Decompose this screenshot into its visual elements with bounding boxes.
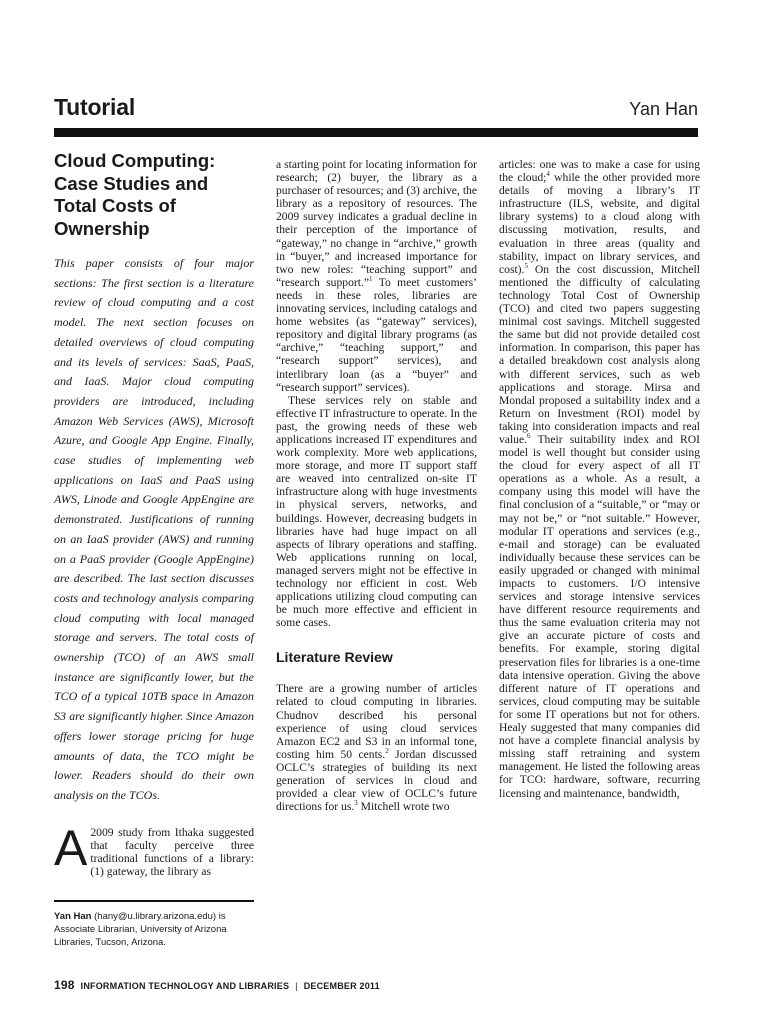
abstract: This paper consists of four major sections: The first section is a literature review of cloud computing and a cost model. The next section focuses on detailed overviews of cloud computing and its levels of services: SaaS, PaaS, and IaaS. Major cloud computing providers are introduced, including Amazon Web Services (AWS), Microsoft Azure, and Google App Engine. Finally, case studies of implementing web applications on IaaS and PaaS using AWS, Linode and Google AppEngine are demonstrated. Justifications of running on an IaaS provider (AWS) and running on a PaaS provider (Google AppEngine) are described. The last section discusses costs and technology analysis comparing cloud computing with local managed storage and servers. The total costs of ownership (TCO) of an AWS small instance are significantly lower, but the TCO of a typical 10TB space in Amazon S3 are significantly higher. Since Amazon offers lower storage pricing for huge amounts of data, the TCO might be lower. Readers should do their own analysis on the TCOs. <box>54 256 254 802</box>
paragraph: These services rely on stable and effective IT infrastructure to operate. In the past, the growing needs of these web applications increased IT expenditures and work complexity. More web applications, more storage, and more IT support staff are weaved into centralized on-site IT infrastructure along with huge investments in physical servers, networks, and buildings. However, decreasing budgets in libraries have had huge impact on all aspects of library operations and staffing. Web applications running on local, managed servers might not be effective in technology nor efficient in cost. Web applications utilizing cloud computing can be much more effective and efficient in some cases. <box>276 393 477 630</box>
journal-name: INFORMATION TECHNOLOGY AND LIBRARIES <box>80 981 290 991</box>
paragraph-text: articles: one was to make a case for using the cloud; <box>499 158 700 185</box>
footnote-ref: 4 <box>546 170 550 179</box>
footer-separator: | <box>295 981 298 991</box>
page-footer <box>54 978 380 992</box>
footnote-ref: 6 <box>527 432 531 441</box>
footnote-text: (hany@u.library.arizona.edu) is Associate Librarian, University of Arizona Libraries, Tucson, Arizona. <box>54 911 227 948</box>
intro-paragraph <box>54 819 254 878</box>
paragraph-text: Mitchell wrote two <box>357 800 450 814</box>
paragraph-text: On the cost discussion, Mitchell mentioned the difficulty of calculating technology Total Cost of Ownership (TCO) and cited two papers suggesting minimal cost savings. Mitchell suggested the same but did not provide detailed cost information. In comparison, this paper has a detailed breakdown cost analysis along with different services, such as web applications and storage. Mirsa and Mondal proposed a suitability index and a Return on Investment (ROI) model by taking into consideration impacts and real value. <box>499 262 700 446</box>
paragraph-text: Jordan discussed OCLC’s strategies of building its next generation of services in cloud and provided a clear view of OCLC’s future directions for us. <box>276 747 477 814</box>
issue-date: DECEMBER 2011 <box>303 981 380 991</box>
footnote-rule <box>54 900 254 902</box>
header-rule <box>54 128 698 137</box>
intro-text: 2009 study from Ithaka suggested that faculty perceive three traditional functions of a library: (1) gateway, the library as <box>90 825 254 878</box>
paragraph-text: a starting point for locating information for research; (2) buyer, the library as a purchaser of resources; and (3) archive, the library as a repository of resources. The 2009 survey indicates a gradual decline in their perception of the importance of “gateway,” no change in “archive,” growth in “buyer,” and increased importance for two new roles: “teaching support” and “research support.” <box>276 158 477 289</box>
footnote-ref: 1 <box>369 274 373 283</box>
running-author: Yan Han <box>629 99 698 119</box>
footnote-ref: 5 <box>524 261 528 270</box>
column-2 <box>276 158 477 813</box>
section-heading: Literature Review <box>276 649 393 666</box>
footnote-ref: 2 <box>385 746 389 755</box>
author-footnote <box>54 910 258 949</box>
drop-cap: A <box>54 819 88 876</box>
article-title: Cloud Computing: Case Studies and Total Costs of Ownership <box>54 150 216 239</box>
column-1 <box>54 150 254 878</box>
paragraph-text: Their suitability index and ROI model is well thought but consider using the cloud for every aspect of all IT operations as a whole. As a result, a company using this model will have the final conclusion of a “suitable,” or “may or may not be,” or “not suitable.” However, modular IT operations and services (e.g., e-mail and storage) can be evaluated individually because these services can be easily upgraded or changed with minimal impacts to customers. I/O intensive services and storage intensive services have different resource requirements and thus the same evaluation criteria may not give an accurate picture of costs and benefits. For example, storing digital preservation files for libraries is a one-time data intensive operation. Giving the above different nature of IT operations and services, cloud computing may be suitable for some IT operations but not for others. Healy suggested that many companies did not have a complete financial analysis by missing staff retraining and system management. He listed the following areas for TCO: hardware, software, recurring licensing and maintenance, bandwidth, <box>499 432 700 800</box>
paragraph <box>499 158 700 800</box>
column-3 <box>499 158 700 800</box>
paragraph-text: while the other provided more details of moving a library’s IT infrastructure (ILS, website, and digital library systems) to a cloud along with discussing motivation, results, and evaluation in three areas (quality and stability, impact on library services, and cost). <box>499 171 700 276</box>
paragraph-text: There are a growing number of articles related to cloud computing in libraries. Chudnov described his personal experience of using cloud services Amazon EC2 and S3 in an informal tone, costing him 50 cents. <box>276 682 477 761</box>
footnote-ref: 3 <box>354 799 358 808</box>
paragraph-text: To meet customers’ needs in these roles, libraries are innovating services, including catalogs and home websites (as “gateway” services), repository and digital library programs (as “archive,” “teaching support,” and “research support” services), and interlibrary loan (as a “buyer” and “research support” services). <box>276 275 477 394</box>
paragraph <box>276 682 477 813</box>
paragraph <box>276 158 477 394</box>
section-label: Tutorial <box>54 94 136 120</box>
page-number: 198 <box>54 978 75 992</box>
footnote-author: Yan Han <box>54 911 92 922</box>
